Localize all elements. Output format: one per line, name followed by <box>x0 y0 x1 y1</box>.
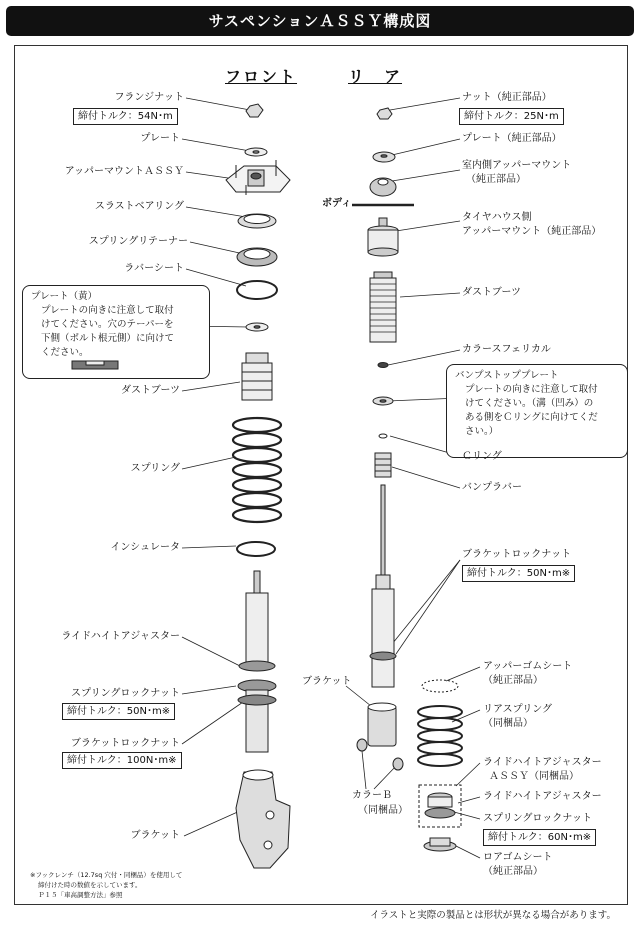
front-note-line: プレートの向きに注意して取付 <box>41 305 174 316</box>
rear-bump-rubber-label: バンプラバー <box>462 482 522 493</box>
rear-tirehouse-mount-sub: アッパーマウント（純正部品） <box>462 226 602 237</box>
rear-bracket-lock-nut-label: ブラケットロックナット <box>462 549 572 560</box>
rear-body-label: ボディ <box>322 198 352 209</box>
rear-interior-mount-sub: （純正部品） <box>466 174 526 185</box>
rear-upper-rubber-sheet-sub: （純正部品） <box>483 675 543 686</box>
rear-note-line: けてください。（溝（凹み）の <box>465 398 594 409</box>
rear-bracket-lock-torque: 締付トルク：50N･m※ <box>462 565 575 582</box>
footnote-line: 締付けた時の数値を示しています。 <box>38 881 142 889</box>
rear-heading: リ ア <box>348 67 403 86</box>
rear-collar-b-label: カラーＢ <box>352 790 392 801</box>
front-spring-lock-torque: 締付トルク：50N･m※ <box>62 703 175 720</box>
footnote-line: ※フックレンチ（12.7sq 穴付・同梱品）を使用して <box>30 871 183 879</box>
front-bracket-lock-torque: 締付トルク：100N･m※ <box>62 752 182 769</box>
rear-lower-rubber-sheet-label: ロアゴムシート <box>483 852 553 863</box>
front-upper-mount-label: アッパーマウントＡＳＳＹ <box>64 166 184 177</box>
rear-spring-sub: （同梱品） <box>483 718 533 729</box>
front-heading: フロント <box>225 67 298 86</box>
front-flange-nut-torque: 締付トルク：54N･m <box>73 108 178 125</box>
rear-rha-assy-sub: ＡＳＳＹ（同梱品） <box>489 771 579 782</box>
front-dust-boots-label: ダストブーツ <box>121 385 180 396</box>
rear-spring-lock-nut-label: スプリングロックナット <box>483 813 592 824</box>
front-thrust-bearing-label: スラストベアリング <box>94 201 184 212</box>
rear-spring-label: リアスプリング <box>483 704 552 715</box>
front-note-title: プレート（黄） <box>31 291 98 302</box>
front-spring-label: スプリング <box>130 463 180 474</box>
front-bracket-label: ブラケット <box>130 830 180 841</box>
rear-lower-rubber-sheet-sub: （純正部品） <box>483 866 543 877</box>
rear-note-line: さい。） <box>465 426 499 437</box>
disclaimer: イラストと実際の製品とは形状が異なる場合があります。 <box>370 910 616 921</box>
rear-nut-label: ナット（純正部品） <box>462 92 552 103</box>
page-title: サスペンションＡＳＳＹ構成図 <box>208 12 432 30</box>
rear-nut-torque: 締付トルク：25N･m <box>459 108 564 125</box>
rear-rha-assy-label: ライドハイトアジャスター <box>483 757 602 768</box>
front-rubber-seat-label: ラバーシート <box>124 263 184 274</box>
rear-rha-label: ライドハイトアジャスター <box>483 791 602 802</box>
rear-note-title: バンプストッププレート <box>455 370 559 381</box>
rear-interior-mount-label: 室内側アッパーマウント <box>462 160 572 171</box>
footnote-line: Ｐ１５「車高調整方法」参照 <box>38 891 123 899</box>
front-ride-height-adjuster-label: ライドハイトアジャスター <box>61 631 180 642</box>
footnote <box>30 870 182 900</box>
front-plate-label: プレート <box>140 133 180 144</box>
rear-bracket-label: ブラケット <box>302 676 352 687</box>
rear-note-line: ある側をＣリングに向けてくだ <box>465 412 598 423</box>
front-spring-retainer-label: スプリングリテーナー <box>88 236 188 247</box>
rear-collar-spherical-label: カラースフェリカル <box>462 344 551 355</box>
front-note-line: 下側（ボルト根元側）に向けて <box>41 333 175 344</box>
rear-spring-lock-torque: 締付トルク：60N･m※ <box>483 829 596 846</box>
rear-collar-b-sub: （同梱品） <box>358 805 408 816</box>
front-insulator-label: インシュレータ <box>110 542 180 553</box>
rear-note-line: プレートの向きに注意して取付 <box>465 384 598 395</box>
rear-dust-boots-label: ダストブーツ <box>462 287 521 298</box>
front-note-line: けてください。穴のテーパーを <box>41 319 174 330</box>
rear-plate-label: プレート（純正部品） <box>462 133 562 144</box>
rear-c-ring-label: Ｃリング <box>462 451 502 462</box>
front-note-line: ください。 <box>41 347 89 358</box>
rear-upper-rubber-sheet-label: アッパーゴムシート <box>483 661 573 672</box>
rear-bumpstop-note <box>446 364 628 458</box>
front-spring-lock-nut-label: スプリングロックナット <box>71 688 180 699</box>
rear-tirehouse-mount-label: タイヤハウス側 <box>462 212 532 223</box>
front-bracket-lock-nut-label: ブラケットロックナット <box>70 738 180 749</box>
front-flange-nut-label: フランジナット <box>114 92 184 103</box>
